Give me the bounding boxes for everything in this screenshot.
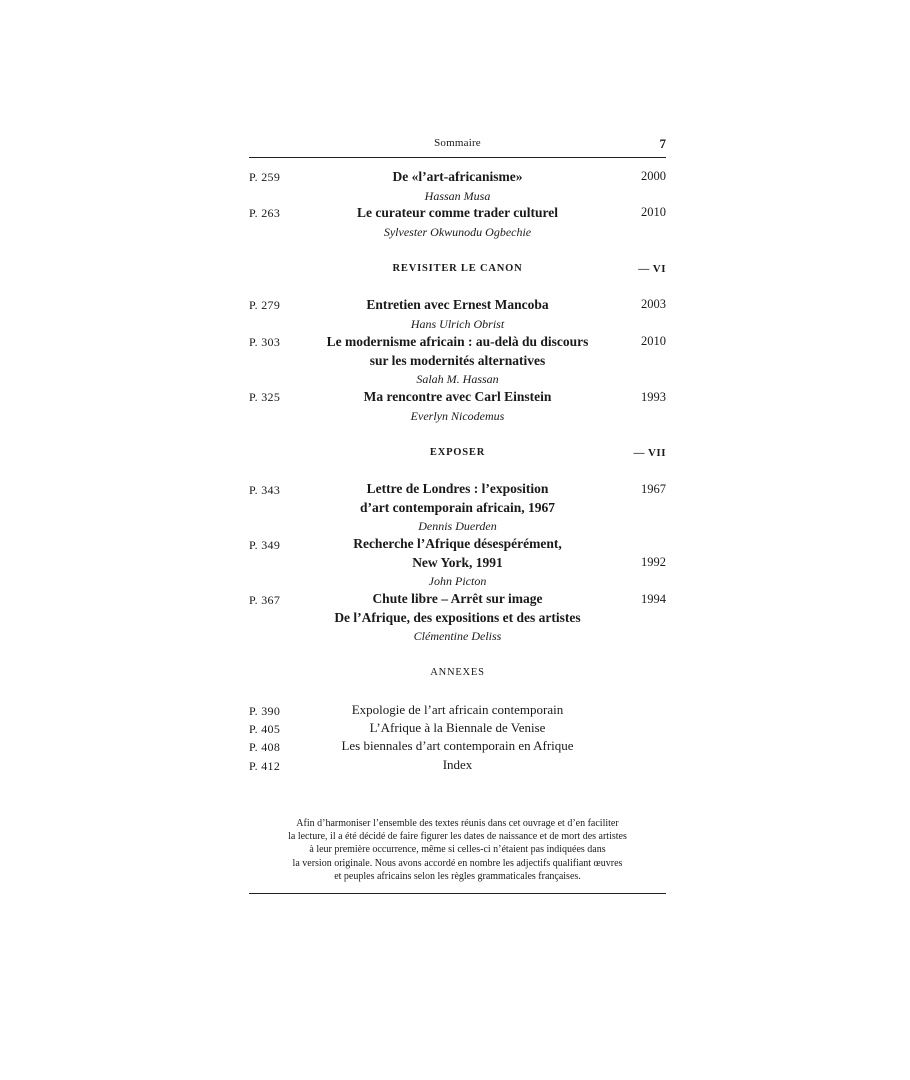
entry-year: 2003: [641, 297, 666, 311]
footer-rule: [249, 893, 666, 894]
section-label: ANNEXES: [430, 667, 485, 678]
entry-title-line: Chute libre – Arrêt sur image: [372, 591, 543, 606]
entry-author: Hassan Musa: [424, 188, 491, 203]
entry-year: 1994: [641, 592, 666, 606]
note-line: à leur première occurrence, même si celles-ci n’étaient pas indiquées dans: [309, 844, 606, 856]
note-line: et peuples africains selon les règles grammaticales françaises.: [334, 870, 581, 882]
note-line: la version originale. Nous avons accordé en nombre les adjectifs qualifiant œuvres: [292, 857, 623, 869]
running-header: [249, 137, 666, 157]
entry-title: Ma rencontre avec Carl Einstein: [363, 389, 552, 404]
entry-title-line: New York, 1991: [412, 554, 503, 570]
entry-title-line: De l’Afrique, des expositions et des artistes: [334, 609, 581, 625]
entry-page: P. 303: [249, 335, 281, 349]
header-rule: [249, 157, 666, 158]
annex-page: P. 405: [249, 722, 281, 736]
entry-year: 1967: [641, 482, 666, 496]
section-label: EXPOSER: [429, 447, 486, 458]
annex-title: Les biennales d’art contemporain en Afrique: [341, 738, 574, 753]
entry-author: Sylvester Okwunodu Ogbechie: [383, 224, 532, 239]
annex-title: Expologie de l’art africain contemporain: [351, 702, 564, 717]
entry-page: P. 259: [249, 170, 281, 184]
editorial-note: [249, 817, 666, 883]
header-title: Sommaire: [434, 137, 481, 149]
entry-author: Hans Ulrich Obrist: [410, 316, 505, 331]
section-number: — VI: [638, 263, 666, 275]
entry-year: 1993: [641, 390, 666, 404]
entry-title-line: Lettre de Londres : l’exposition: [366, 481, 549, 496]
entry-title-line: sur les modernités alternatives: [369, 352, 546, 368]
section-number: — VII: [633, 447, 666, 459]
entry-page: P. 349: [249, 538, 281, 552]
annex-item[interactable]: [249, 720, 666, 738]
header-page-number: 7: [659, 136, 666, 151]
note-line: Afin d’harmoniser l’ensemble des textes réunis dans cet ouvrage et d’en faciliter: [296, 818, 619, 829]
entry-page: P. 279: [249, 298, 281, 312]
entry-page: P. 367: [249, 593, 281, 607]
entry-title-line: d’art contemporain africain, 1967: [360, 499, 555, 515]
entry-author: Salah M. Hassan: [416, 372, 499, 386]
entry-year: 2000: [641, 169, 666, 183]
entry-page: P. 263: [249, 206, 281, 220]
entry-page: P. 325: [249, 390, 281, 404]
entry-year: 2010: [641, 334, 666, 348]
entry-title: Entretien avec Ernest Mancoba: [366, 297, 549, 312]
entry-title: De «l’art-africanisme»: [392, 169, 523, 184]
annex-item[interactable]: [249, 757, 666, 775]
section-label: REVISITER LE CANON: [392, 263, 523, 274]
annex-page: P. 412: [249, 759, 281, 773]
annex-item[interactable]: [249, 702, 666, 720]
annex-page: P. 390: [249, 704, 281, 718]
section-heading: [249, 447, 666, 463]
annex-title: L’Afrique à la Biennale de Venise: [369, 720, 546, 735]
entry-page: P. 343: [249, 483, 281, 497]
entry-author: Clémentine Deliss: [413, 629, 502, 643]
entry-title: Le curateur comme trader culturel: [357, 205, 558, 220]
entry-year: 2010: [641, 205, 666, 219]
entry-author: John Picton: [428, 574, 487, 588]
entry-title-line: Recherche l’Afrique désespérément,: [353, 536, 562, 551]
annex-page: P. 408: [249, 740, 281, 754]
entry-author: Dennis Duerden: [418, 519, 497, 533]
section-heading-annexes: [249, 667, 666, 683]
note-line: la lecture, il a été décidé de faire figurer les dates de naissance et de mort des artistes: [288, 831, 627, 843]
section-heading: [249, 263, 666, 279]
entry-title-line: Le modernisme africain : au-delà du discours: [326, 334, 589, 349]
annex-title: Index: [442, 757, 473, 772]
entry-author: Everlyn Nicodemus: [410, 408, 505, 423]
entry-year: 1992: [641, 555, 666, 569]
annex-item[interactable]: [249, 738, 666, 756]
